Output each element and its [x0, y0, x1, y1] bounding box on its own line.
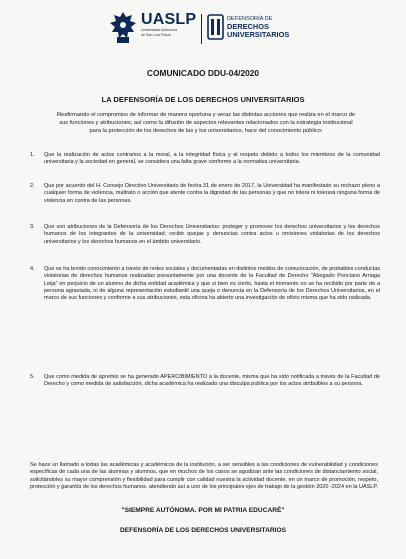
list-item — [30, 266, 380, 302]
intro-paragraph: Reafirmando el compromiso de informar de manera oportuna y veraz las distintas acciones que realiza en el marco de sus funciones y atribuciones; así como la difusión de aspectos relevantes relacionados con la estrategia institucional para la protección de los derechos de las y los universitarios, hace del conocimiento público: — [56, 112, 356, 134]
uaslp-subtitle-2: de San Luis Potosí — [141, 33, 172, 37]
list-item — [30, 152, 380, 167]
list-item — [30, 183, 380, 205]
list-item-text: Que la realización de actos contrarios a la moral, a la integridad física y al respeto debido a todos los miembros de la comunidad universitaria y la sociedad en general, se considera una falta grave conforme a la normativa universitaria. — [44, 152, 380, 166]
university-seal-icon — [108, 10, 138, 46]
list-item-text: Que como medida de apremio se ha generado APERCIBIMIENTO a la docente, misma que ha sido notificada a través de la Facultad de Derecho y como medida de satisfacción, dicha académica ha realizado una disculpa pública por los actos atribuibles a su persona. — [44, 374, 380, 388]
uaslp-wordmark — [141, 12, 196, 38]
uaslp-subtitle-1: Universidad Autónoma — [141, 28, 178, 32]
list-item — [30, 374, 380, 389]
list-item-number: 2. — [30, 183, 35, 189]
closing-paragraph: Se hace un llamado a todas las académicas y académicos de la institución, a ser sensibles a las condiciones de vulnerabilidad y condiciones específicas de cada una de las alumnas y alumnos, que en muchos de los casos se agudizan ante las condiciones de distanciamiento social, solicitándoles su mayor comprensión y flexibilidad para cumplir con calidad nuestra la actividad docente, en un marco de promoción, respeto, protección y garantía de los derechos humanos, atendiendo así a uno de los principales ejes de trabajo de la gestión 2020 -2024 en la UASLP. — [30, 462, 378, 490]
motto: "SIEMPRE AUTÓNOMA. POR MI PATRIA EDUCARÉ" — [121, 507, 285, 514]
list-item-number: 5. — [30, 374, 35, 380]
list-item-number: 3. — [30, 224, 35, 230]
ddu-line-2: DERECHOS — [227, 22, 269, 31]
letterhead — [0, 8, 406, 52]
document-title: LA DEFENSORÍA DE LOS DERECHOS UNIVERSITARIOS — [101, 95, 305, 104]
signature-line: DEFENSORÍA DE LOS DERECHOS UNIVERSITARIOS — [120, 527, 286, 534]
list-item — [30, 224, 380, 246]
ddu-wordmark — [227, 16, 289, 39]
list-item-number: 4. — [30, 266, 35, 272]
uaslp-name: UASLP — [141, 11, 197, 28]
ddu-line-3: UNIVERSITARIOS — [227, 30, 290, 39]
list-item-number: 1. — [30, 152, 35, 158]
list-item-text: Que son atribuciones de la Defensoría de los Derechos Universitarios: proteger y promover los derechos universitarios y los derechos humanos de los integrantes de la universidad; recibir quejas y denuncias contra actos u omisiones violatorias de los derechos universitarios y los derechos humanos en el ámbito universitario. — [44, 224, 380, 245]
list-item-text: Que por acuerdo del H. Consejo Directivo Universitario de fecha 31 de enero de 2017, la Universidad ha manifestado su rechazo pleno a cualquier forma de violencia, maltrato o acción que atente contra la dignidad de las personas y que no tolera ni tolerará ninguna forma de violencia en contra de las personas. — [44, 183, 380, 204]
list-item-text: Que se ha tenido conocimiento a través de redes sociales y documentadas en distintos medios de comunicación, de probables conductas violatorias de derechos humanos realizadas presuntamente por una docente de la Facultad de Derecho "Abogado Ponciano Arriaga Leija" en perjuicio de un alumno de dicha entidad académica y que si bien es cierto, hasta el momento no se ha recibido por parte de a persona agraviada, ni de alguna representación estudiantil una queja o denuncia en la Defensoría de los Derechos Universitarios, en el marco de sus funciones y conforme a sus atribuciones, esta oficina ha abierto una investigación de oficio misma que ha sido radicada. — [44, 266, 381, 302]
header-divider — [201, 14, 202, 44]
communique-number: COMUNICADO DDU-04/2020 — [146, 68, 260, 78]
ddu-line-1: DEFENSORÍA DE — [227, 16, 273, 22]
ddu-logo-icon — [207, 14, 224, 40]
